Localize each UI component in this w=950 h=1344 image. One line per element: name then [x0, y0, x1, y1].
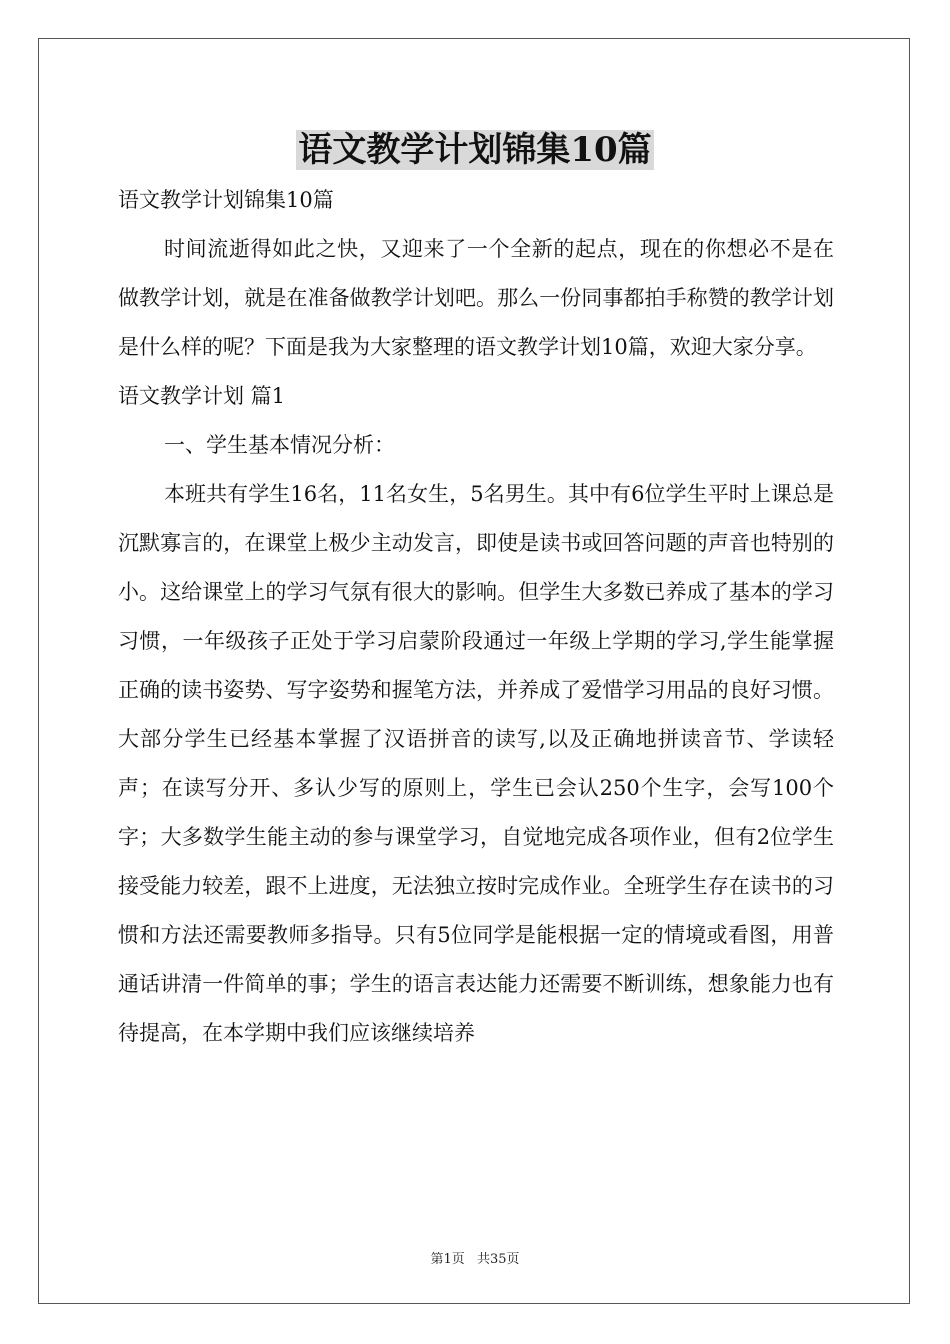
current-page-label: 第1页: [430, 1252, 465, 1267]
document-body: [118, 176, 834, 1058]
document-title: [0, 128, 950, 172]
page-footer: [0, 1248, 950, 1267]
intro-paragraph: 时间流逝得如此之快，又迎来了一个全新的起点，现在的你想必不是在做教学计划，就是在准备做教学计划吧。那么一份同事都拍手称赞的教学计划是什么样的呢？下面是我为大家整理的语文教学计划10篇，欢迎大家分享。: [118, 237, 834, 359]
total-pages-label: 共35页: [476, 1252, 520, 1267]
intro-heading: 语文教学计划锦集10篇: [118, 188, 334, 212]
student-analysis-paragraph: 本班共有学生16名，11名女生，5名男生。其中有6位学生平时上课总是沉默寡言的，在课堂上极少主动发言，即使是读书或回答问题的声音也特别的小。这给课堂上的学习气氛有很大的影响。但学生大多数已养成了基本的学习习惯，一年级孩子正处于学习启蒙阶段通过一年级上学期的学习,学生能掌握正确的读书姿势、写字姿势和握笔方法，并养成了爱惜学习用品的良好习惯。大部分学生已经基本掌握了汉语拼音的读写,以及正确地拼读音节、学读轻声；在读写分开、多认少写的原则上，学生已会认250个生字，会写100个字；大多数学生能主动的参与课堂学习，自觉地完成各项作业，但有2位学生接受能力较差，跟不上进度，无法独立按时完成作业。全班学生存在读书的习惯和方法还需要教师多指导。只有5位同学是能根据一定的情境或看图，用普通话讲清一件简单的事；学生的语言表达能力还需要不断训练，想象能力也有待提高，在本学期中我们应该继续培养: [118, 482, 834, 1045]
subsection-heading-student-analysis: 一、学生基本情况分析：: [164, 433, 395, 457]
document-title-text: 语文教学计划锦集10篇: [298, 130, 652, 170]
section-heading-plan-1: 语文教学计划 篇1: [118, 384, 286, 408]
